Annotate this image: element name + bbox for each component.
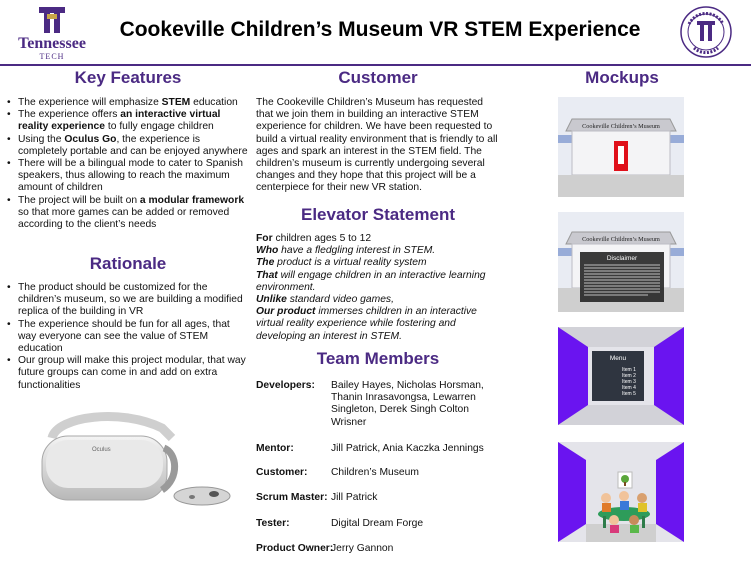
disclaimer-scene [558, 212, 684, 312]
elevator-statement [256, 233, 500, 343]
team-label: Product Owner: [256, 543, 334, 554]
menu-item: Item 3 [622, 379, 636, 385]
key-feature-item: • There will be a bilingual mode to cater to Spanish speakers, thus allowing to reach the maximum amount of children [6, 158, 250, 195]
key-feature-item: • The project will be built on a modular framework so that more games can be added or removed according to the client’s needs [6, 195, 250, 232]
logo-subtitle: TECH [39, 52, 65, 61]
elevator-line: That will engage children in an interactive learning environment. [256, 269, 486, 293]
museum-sign: Cookeville Children’s Museum [582, 123, 660, 130]
menu-title: Menu [609, 355, 627, 362]
mockup-classroom [558, 442, 684, 542]
elevator-line: Our product immerses children in an interactive virtual reality experience while fostering and developing an interest in STEM. [256, 306, 477, 342]
team-value: Jill Patrick [331, 492, 378, 503]
rationale-item: • The experience should be fun for all ages, that way everyone can see the value of STEM education [6, 319, 250, 356]
rationale-item: • The product should be customized for the children’s museum, so we are building a modified replica of the building in VR [6, 282, 250, 319]
museum-sign: Cookeville Children’s Museum [582, 236, 660, 243]
mockup-museum-entrance [558, 97, 684, 197]
mockups-heading: Mockups [585, 68, 659, 87]
team-label: Tester: [256, 518, 290, 529]
elevator-line: For children ages 5 to 12 [256, 233, 372, 244]
team-value: Jerry Gannon [331, 543, 394, 554]
team-label: Mentor: [256, 443, 294, 454]
team-label: Customer: [256, 467, 308, 478]
key-features-heading: Key Features [74, 68, 182, 87]
logo-name: Tennessee [18, 35, 86, 52]
team-value: Digital Dream Forge [331, 518, 424, 529]
team-label: Developers: [256, 380, 315, 391]
mockup-disclaimer [558, 212, 684, 312]
team-label: Scrum Master: [256, 492, 328, 503]
museum-entrance-scene [558, 97, 684, 197]
menu-item: Item 4 [622, 385, 636, 391]
rationale-list [6, 282, 250, 392]
menu-item: Item 2 [622, 373, 636, 379]
customer-text: The Cookeville Children’s Museum has requested that we join them in building an interactive STEM experience for children. We have been requested to build a virtual reality environment that is friendly to all ages and spark an interest in the STEM field. The children’s museum is currently undergoing several changes and they hope that this project will be a centerpiece for their new VR station. [256, 97, 498, 194]
menu-item: Item 5 [622, 391, 636, 397]
elevator-line: Unlike standard video games, [256, 294, 394, 306]
elevator-heading: Elevator Statement [301, 205, 455, 224]
poster-header [0, 0, 751, 66]
tennessee-tech-logo [6, 4, 98, 60]
disclaimer-title: Disclaimer [606, 255, 638, 262]
team-value: Bailey Hayes, Nicholas Horsman, Thanin Inrasavongsa, Lewarren Singleton, Derek Singh Colton Wrisner [331, 380, 484, 428]
menu-item: Item 1 [622, 367, 636, 373]
menu-scene [558, 327, 684, 425]
team-value: Jill Patrick, Ania Kaczka Jennings [331, 443, 484, 454]
team-heading: Team Members [316, 349, 440, 368]
key-feature-item: • The experience will emphasize STEM education [6, 97, 250, 109]
rationale-item: • Our group will make this project modular, that way future groups can come in and add on extra functionalities [6, 355, 250, 392]
elevator-line: Who have a fledgling interest in STEM. [256, 245, 436, 257]
team-value: Children’s Museum [331, 467, 419, 478]
rationale-heading: Rationale [89, 254, 167, 273]
key-feature-item: • The experience offers an interactive virtual reality experience to fully engage children [6, 109, 250, 133]
elevator-line: The product is a virtual reality system [256, 257, 427, 269]
tt-monogram-icon [36, 6, 68, 36]
poster-title: Cookeville Children’s Museum VR STEM Experience [119, 18, 641, 41]
key-features-list [6, 97, 250, 231]
tennessee-tech-seal-icon [680, 6, 732, 58]
mockup-menu [558, 327, 684, 425]
oculus-go-headset-image [12, 408, 234, 516]
classroom-scene [558, 442, 684, 542]
customer-heading: Customer [338, 68, 418, 87]
headset-brand: Oculus [92, 447, 111, 453]
key-feature-item: • Using the Oculus Go, the experience is completely portable and can be enjoyed anywhere [6, 134, 250, 158]
